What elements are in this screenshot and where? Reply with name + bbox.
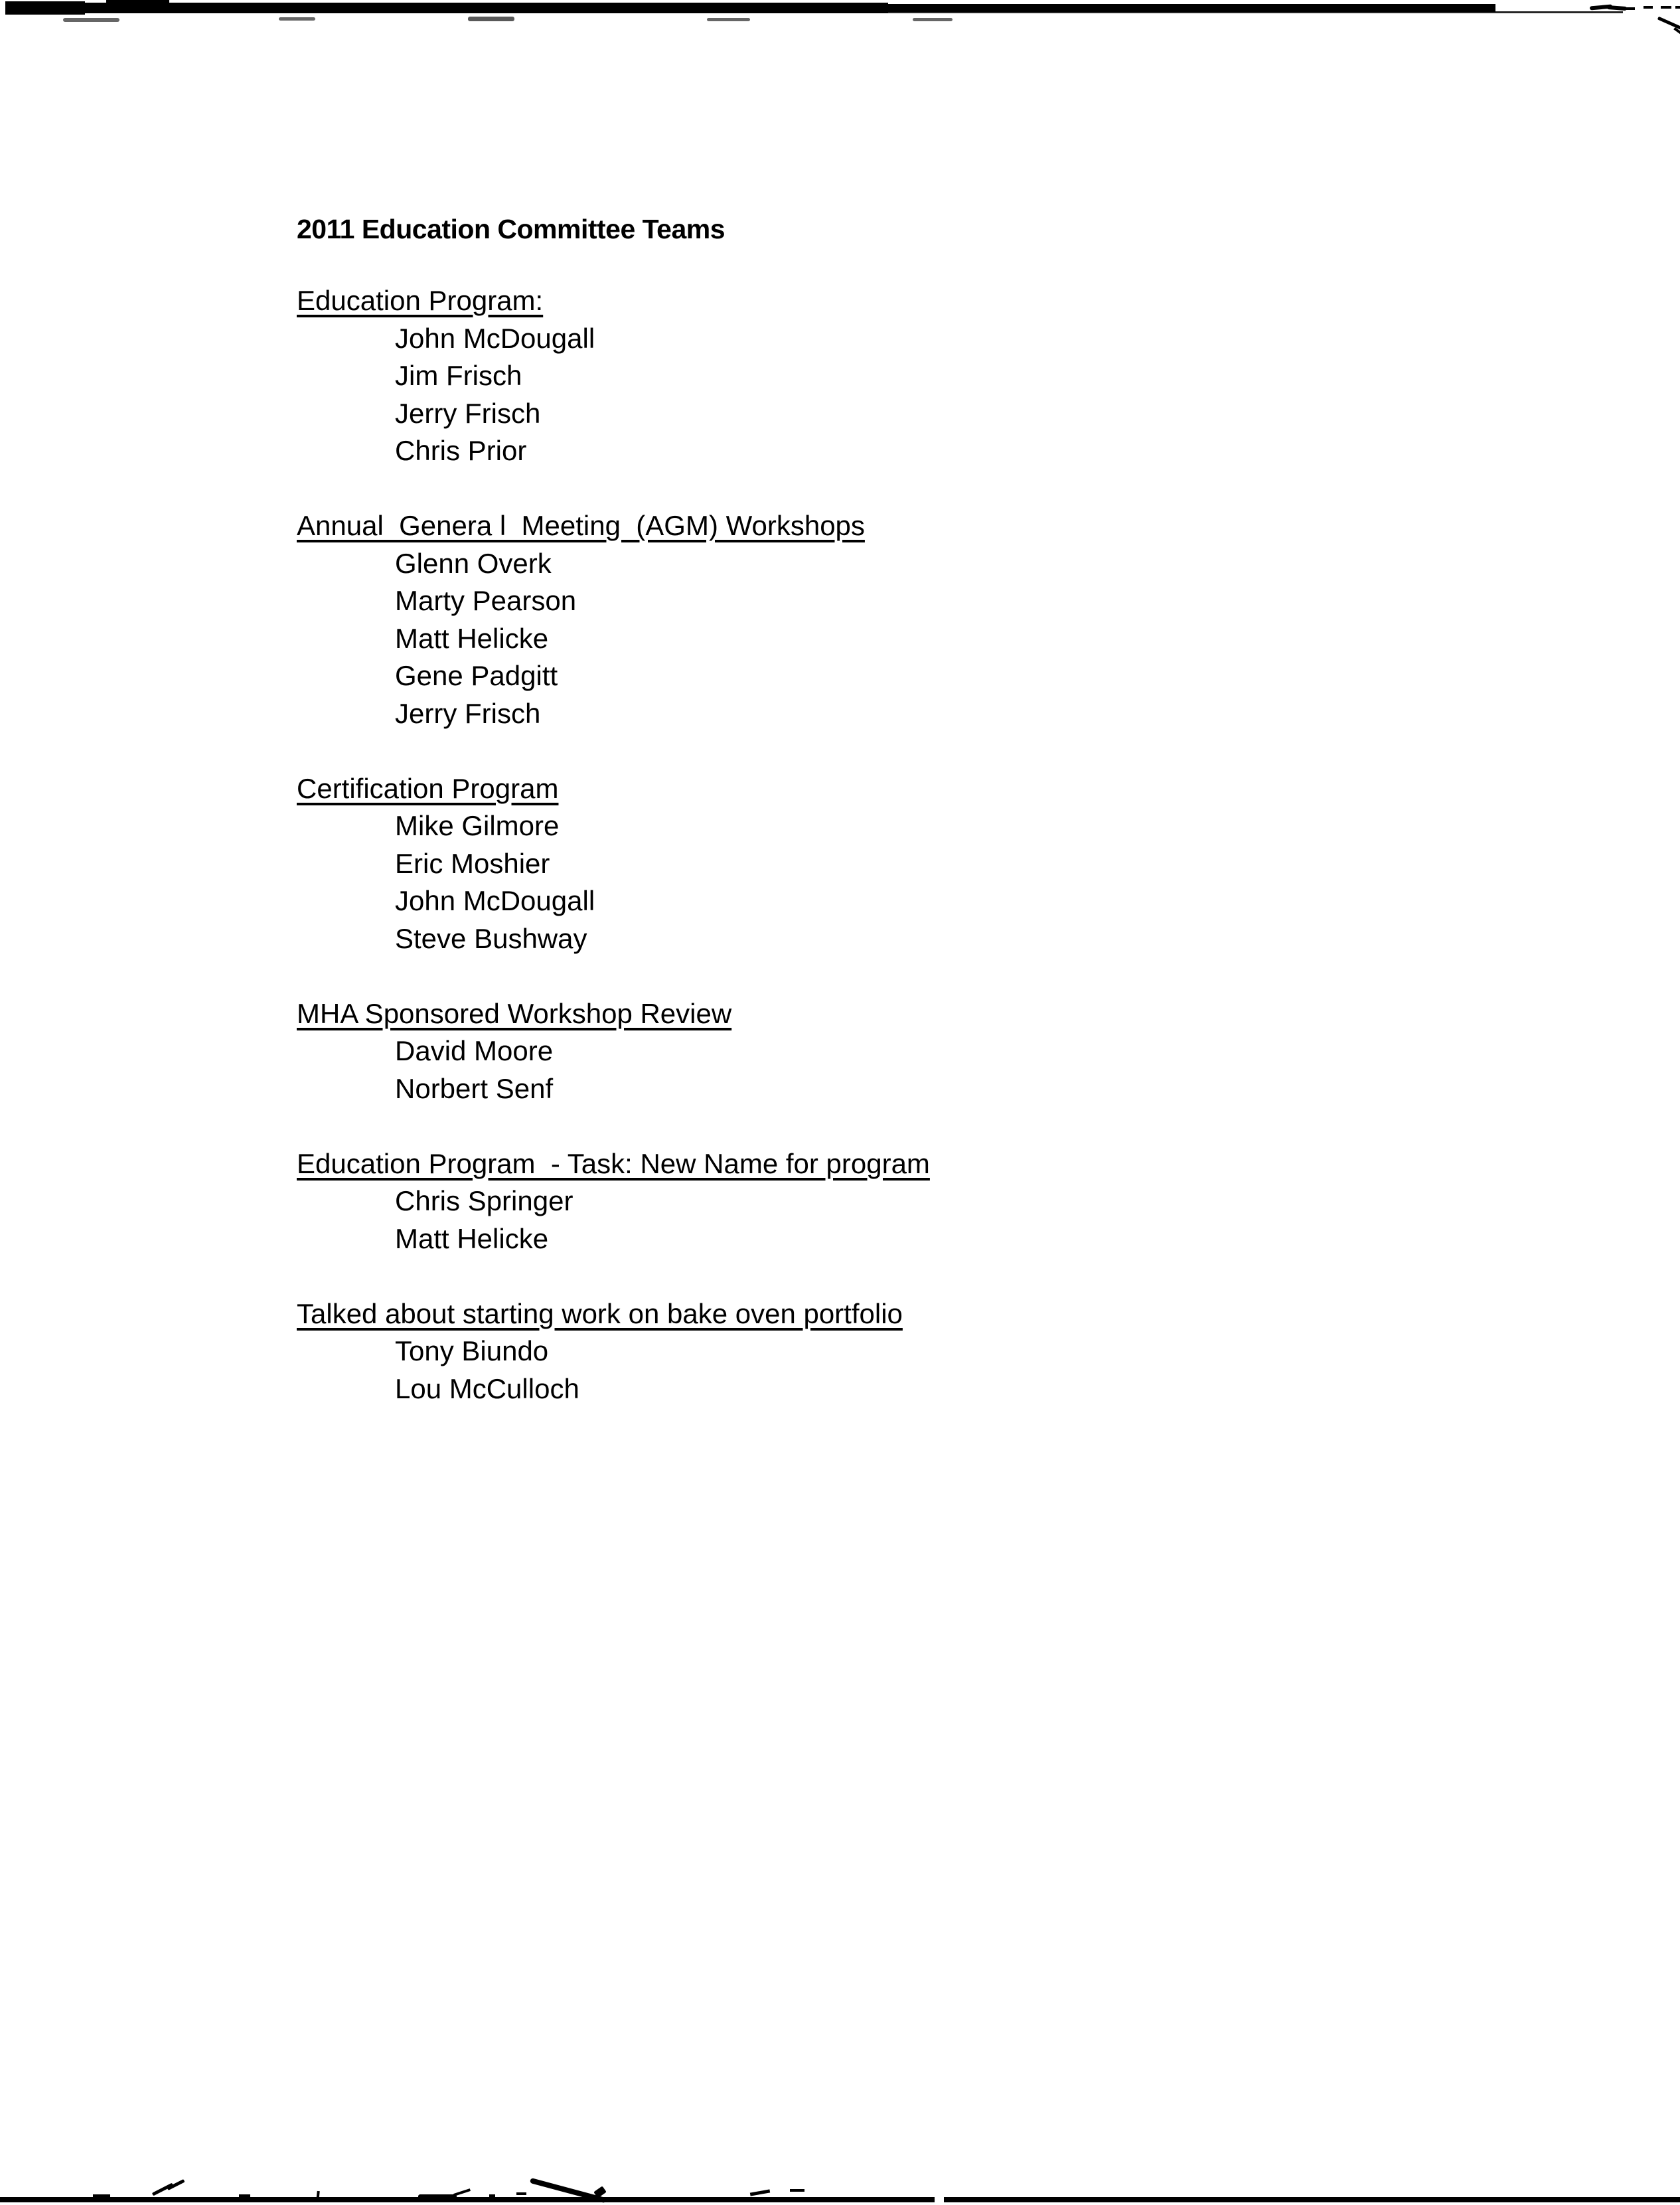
member-name: Norbert Senf (395, 1072, 554, 1104)
section-agm-workshops (297, 507, 1425, 732)
member-name: Steve Bushway (395, 922, 587, 954)
member-name: Tony Biundo (395, 1335, 549, 1366)
scan-speck (1626, 7, 1635, 10)
section-certification-program (297, 770, 1425, 958)
scan-speck (790, 2189, 804, 2192)
member-name: Chris Springer (395, 1185, 573, 1216)
member-name: Glenn Overk (395, 547, 552, 579)
scan-speck (63, 18, 119, 22)
section-heading: Education Program: (297, 285, 544, 316)
member-name: Mike Gilmore (395, 810, 560, 841)
page-title: 2011 Education Committee Teams (297, 214, 725, 244)
member-list (297, 1333, 1425, 1408)
scan-speck (239, 2194, 250, 2197)
document-content (297, 210, 1425, 1445)
scan-squiggle (1607, 5, 1627, 11)
member-name: Gene Padgitt (395, 660, 558, 691)
member-name: Lou McCulloch (395, 1372, 579, 1404)
member-name: Jim Frisch (395, 360, 522, 391)
scan-speck (106, 0, 169, 4)
scan-speck (279, 17, 315, 21)
section-heading: Annual Genera l Meeting (AGM) Workshops (297, 510, 865, 541)
member-list (297, 807, 1425, 957)
member-name: Marty Pearson (395, 585, 577, 616)
member-name: Matt Helicke (395, 1222, 549, 1254)
member-list (297, 545, 1425, 733)
scan-speck (516, 2192, 526, 2195)
member-list (297, 1183, 1425, 1258)
member-name: Chris Prior (395, 435, 527, 466)
scan-squiggle (750, 2189, 770, 2196)
scan-speck (1675, 6, 1680, 9)
member-name: Jerry Frisch (395, 397, 541, 429)
member-name: Jerry Frisch (395, 697, 541, 729)
bottom-edge-scan-line (0, 2197, 1680, 2202)
member-name: Matt Helicke (395, 622, 549, 654)
scan-speck (913, 18, 953, 21)
member-list (297, 320, 1425, 470)
member-name: David Moore (395, 1035, 554, 1066)
top-edge-scan-bar (886, 11, 1623, 13)
scan-speck (1643, 6, 1653, 9)
top-edge-scan-bar (5, 3, 888, 13)
member-name: John McDougall (395, 885, 595, 916)
scan-line-gap (935, 2196, 944, 2203)
scan-blob (418, 2194, 457, 2202)
section-heading: MHA Sponsored Workshop Review (297, 997, 732, 1029)
scan-squiggle (453, 2188, 471, 2196)
section-education-program (297, 282, 1425, 470)
scan-speck (489, 2194, 495, 2197)
member-list (297, 1032, 1425, 1107)
section-mha-workshop-review (297, 995, 1425, 1108)
member-name: John McDougall (395, 322, 595, 354)
section-heading: Education Program - Task: New Name for program (297, 1147, 930, 1179)
member-name: Eric Moshier (395, 847, 550, 879)
scan-speck (468, 17, 514, 21)
section-heading: Talked about starting work on bake oven portfolio (297, 1297, 903, 1329)
section-bake-oven-portfolio (297, 1295, 1425, 1408)
scan-speck (707, 18, 750, 21)
scan-speck (1661, 6, 1671, 9)
scan-speck (93, 2194, 110, 2197)
section-new-name-task (297, 1145, 1425, 1258)
section-heading: Certification Program (297, 772, 559, 804)
